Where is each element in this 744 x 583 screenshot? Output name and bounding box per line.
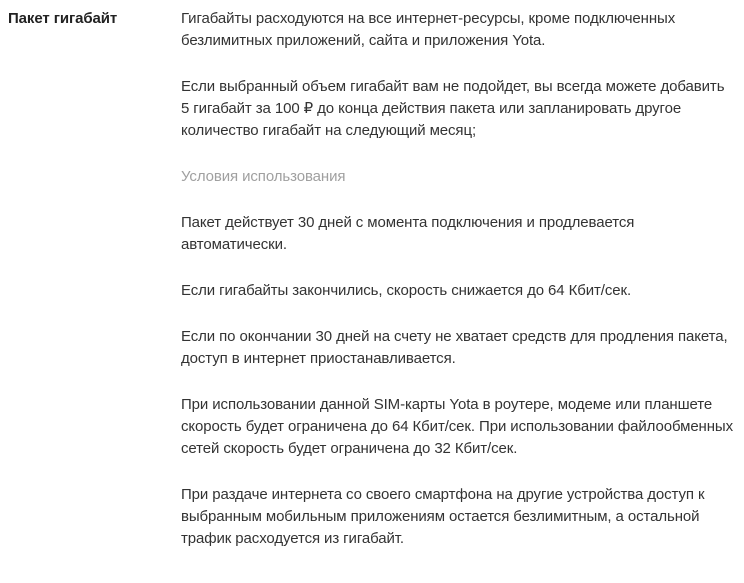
paragraph-insufficient-funds: Если по окончании 30 дней на счету не хватает средств для продления пакета, доступ в интернет приостанавливается. <box>181 328 728 367</box>
section-content-column <box>181 8 736 550</box>
paragraph-speed-reduction: Если гигабайты закончились, скорость снижается до 64 Кбит/сек. <box>181 282 632 299</box>
paragraph-tethering: При раздаче интернета со своего смартфона на другие устройства доступ к выбранным мобильным приложениям остается безлимитным, а остальной трафик расходуется из гигабайт. <box>181 486 705 547</box>
paragraph-sim-usage-limits: При использовании данной SIM-карты Yota в роутере, модеме или планшете скорость будет ограничена до 64 Кбит/сек. При использовании файлообменных сетей скорость будет ограничена до 32 Кбит/сек. <box>181 396 734 457</box>
paragraph-package-duration: Пакет действует 30 дней с момента подключения и продлевается автоматически. <box>181 214 635 253</box>
paragraph-add-gigabytes: Если выбранный объем гигабайт вам не подойдет, вы всегда можете добавить 5 гигабайт за 100 ₽ до конца действия пакета или запланировать другое количество гигабайт на следующий месяц; <box>181 78 725 139</box>
subheading-terms-of-use: Условия использования <box>181 168 346 185</box>
section-title-column <box>8 8 181 30</box>
paragraph-gigabytes-usage: Гигабайты расходуются на все интернет-ресурсы, кроме подключенных безлимитных приложений, сайта и приложения Yota. <box>181 10 676 49</box>
section-title: Пакет гигабайт <box>8 10 118 27</box>
